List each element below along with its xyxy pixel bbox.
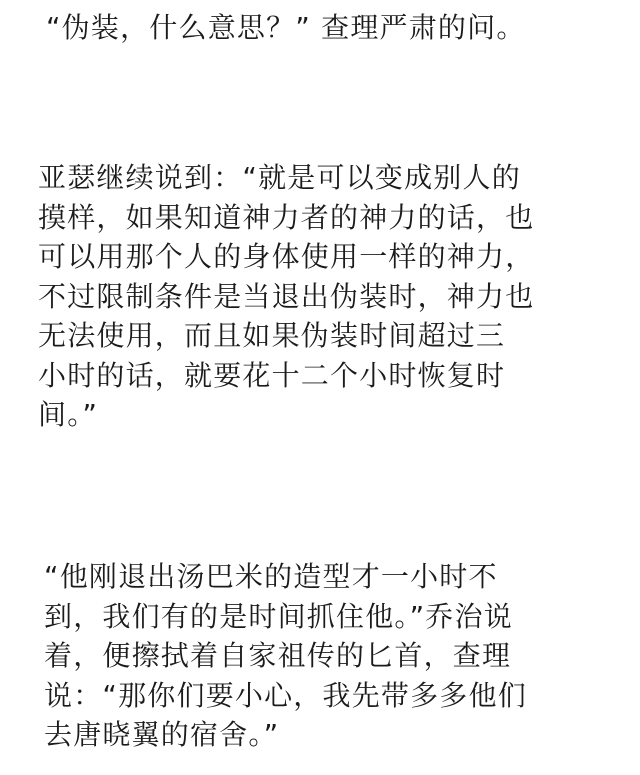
text-line: “他刚退出汤巴米的造型才一小时不 — [44, 560, 498, 593]
text-line: “伪装，什么意思？” 查理严肃的问。 — [46, 11, 526, 44]
text-line: 去唐晓翼的宿舍。” — [44, 718, 280, 751]
text-line: 着，便擦拭着自家祖传的匕首，查理 — [44, 639, 512, 672]
paragraph-arthur-explanation — [38, 158, 534, 435]
text-line: 亚瑟继续说到：“就是可以变成别人的 — [38, 161, 521, 194]
text-line: 无法使用，而且如果伪装时间超过三 — [38, 319, 506, 352]
text-line: 摸样，如果知道神力者的神力的话，也 — [38, 200, 535, 234]
text-line: 可以用那个人的身体使用一样的神力， — [38, 240, 535, 273]
text-line: 小时的话，就要花十二个小时恢复时 — [38, 358, 506, 392]
text-line: 说：“那你们要小心，我先带多多他们 — [44, 678, 527, 712]
paragraph-george-charlie — [44, 557, 527, 755]
text-line: 不过限制条件是当退出伪装时，神力也 — [38, 279, 535, 313]
text-line: 间。” — [38, 398, 99, 431]
text-line: 到，我们有的是时间抓住他。”乔治说 — [44, 599, 513, 633]
paragraph-question — [46, 8, 526, 48]
